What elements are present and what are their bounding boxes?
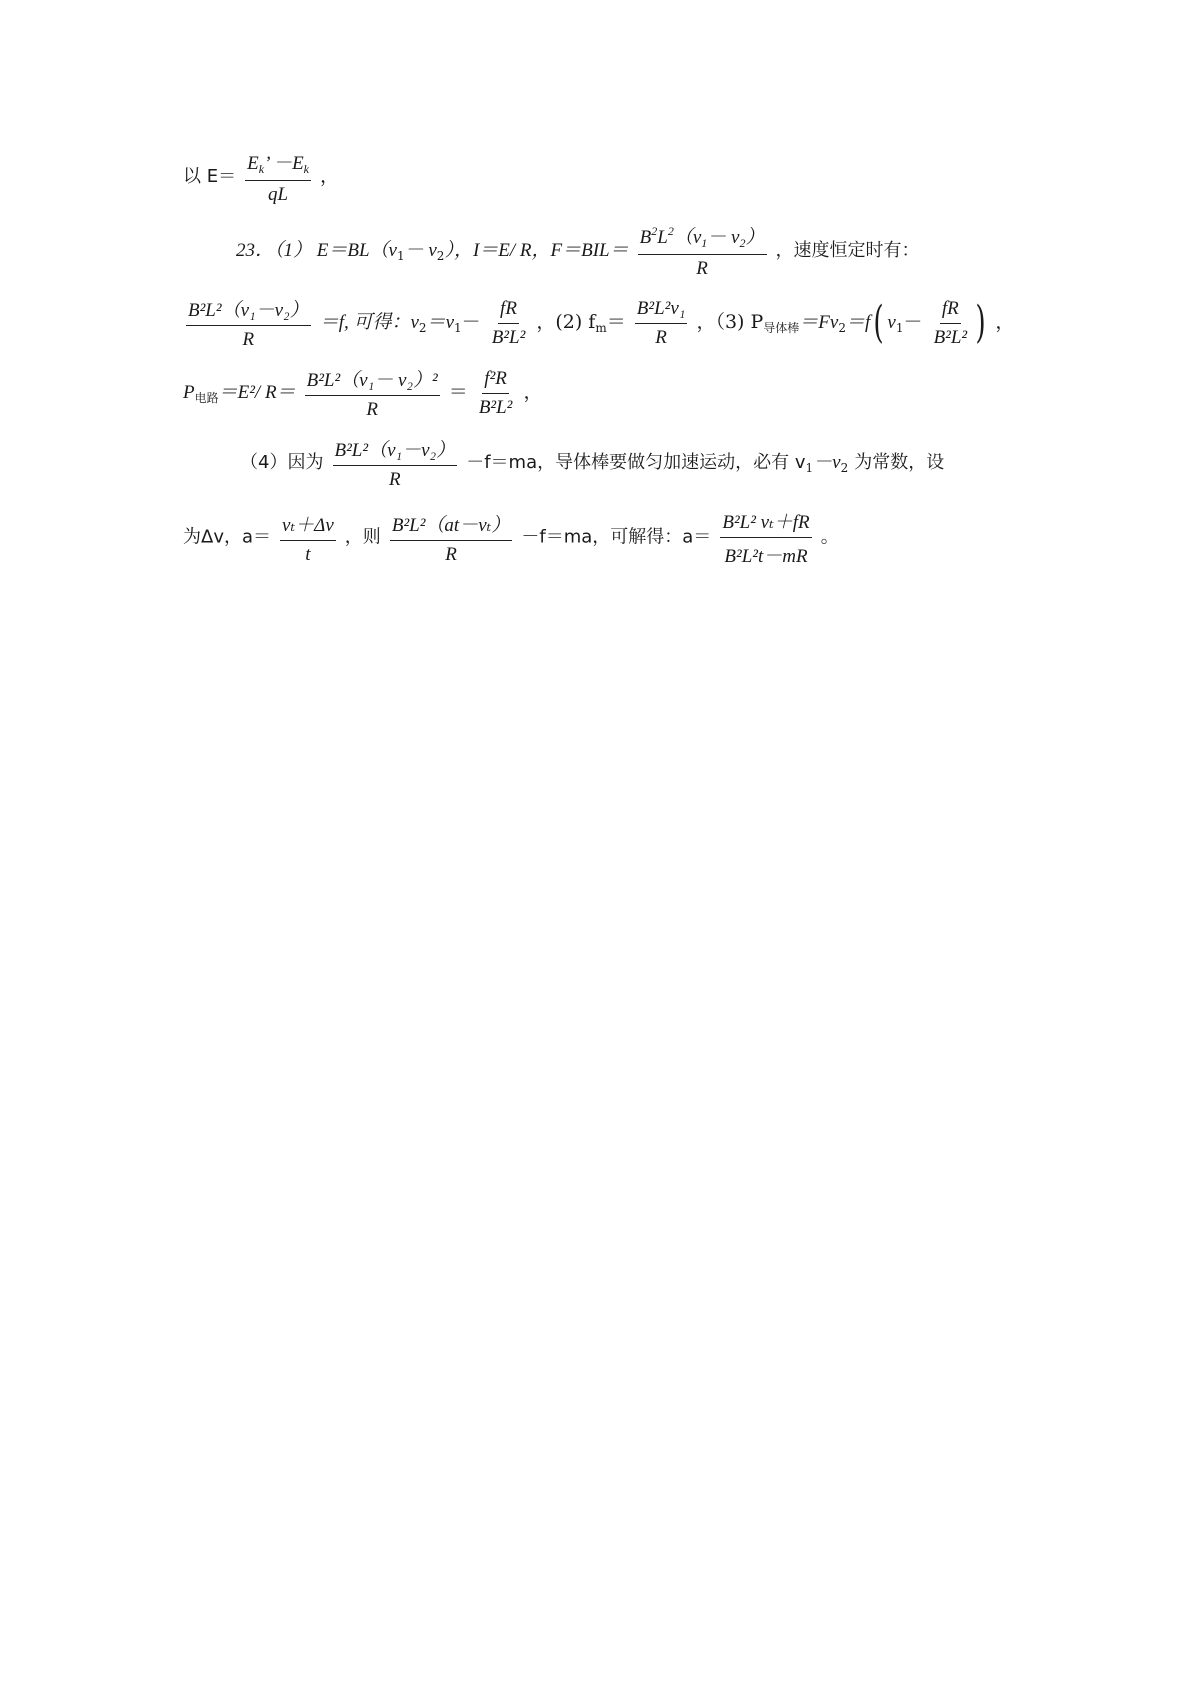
fraction-3a: $\frac{\text{B²L²（v₁－v₂）}}{R}$ <box>186 295 311 351</box>
fraction-6b: $\frac{\text{B²L²（at－vₜ）}}{R}$ <box>390 510 512 566</box>
formula-line-1: 以 E＝ $\frac{E_k’ -E_k}{qL}$ ， <box>183 148 339 206</box>
formula-line-6: 为Δv，a＝ $\frac{\text{vₜ＋Δv}}{t}$ ，则 $\frac{\text{B²L²（at－vₜ）}}{R}$ －f＝ma，可解得：a＝ $\frac{\text{B²L² vₜ＋fR}}{\text{B²L²t－mR}}$ 。 <box>183 507 839 568</box>
fraction-4a: $\frac{\text{B²L²（v₁－ v₂）²}}{R}$ <box>305 365 440 421</box>
formula-line-3: $\frac{\text{B²L²（v₁－v₂）}}{R}$ ＝f, 可得：$v_2=v_1-$ $\frac{fR}{\text{B²L²}}$ ，(2) $f_m=$ $\frac{\text{B²L²v₁}}{R}$ ，（3) $P_{导体棒}=Fv_2=f$( $v_1-$ $\frac{fR}{\text{B²L²}}$ ) ， <box>188 297 1015 350</box>
left-paren: ( <box>873 297 884 348</box>
text-prefix: 以 E＝ <box>183 166 237 187</box>
right-paren: ) <box>975 297 986 348</box>
fraction-energy: $\frac{E_k’ -E_k}{qL}$ <box>245 148 311 206</box>
fraction-6a: $\frac{\text{vₜ＋Δv}}{t}$ <box>280 510 336 566</box>
formula-line-2: 23．（1） $E=BL(v_1- v_2)$，I＝E/ R，F＝BIL＝ $\frac{B^2L^2(v_1- v_2)}{R}$ ，速度恒定时有： <box>236 224 920 279</box>
fraction-3b: $\frac{fR}{\text{B²L²}}$ <box>491 297 526 348</box>
fraction-3d: $\frac{fR}{\text{B²L²}}$ <box>933 297 968 348</box>
formula-line-5: （4）因为 $\frac{\text{B²L²（v₁－v₂）}}{R}$ －f＝ma，导体棒要做匀加速运动，必有 $v_1-v_2$ 为常数，设 <box>240 435 944 491</box>
fraction-6c: $\frac{\text{B²L² vₜ＋fR}}{\text{B²L²t－mR}}$ <box>720 507 811 568</box>
fraction-5a: $\frac{\text{B²L²（v₁－v₂）}}{R}$ <box>333 435 458 491</box>
fraction-4b: $\frac{\text{f²R}}{\text{B²L²}}$ <box>478 367 513 418</box>
fraction-3c: $\frac{\text{B²L²v₁}}{R}$ <box>636 297 686 348</box>
fraction-force: $\frac{B^2L^2(v_1- v_2)}{R}$ <box>639 224 765 279</box>
formula-line-4: $P_{电路}=E^2/$ R＝ $\frac{\text{B²L²（v₁－ v₂）²}}{R}$ ＝ $\frac{\text{f²R}}{\text{B²L²}}$ ， <box>183 365 542 421</box>
